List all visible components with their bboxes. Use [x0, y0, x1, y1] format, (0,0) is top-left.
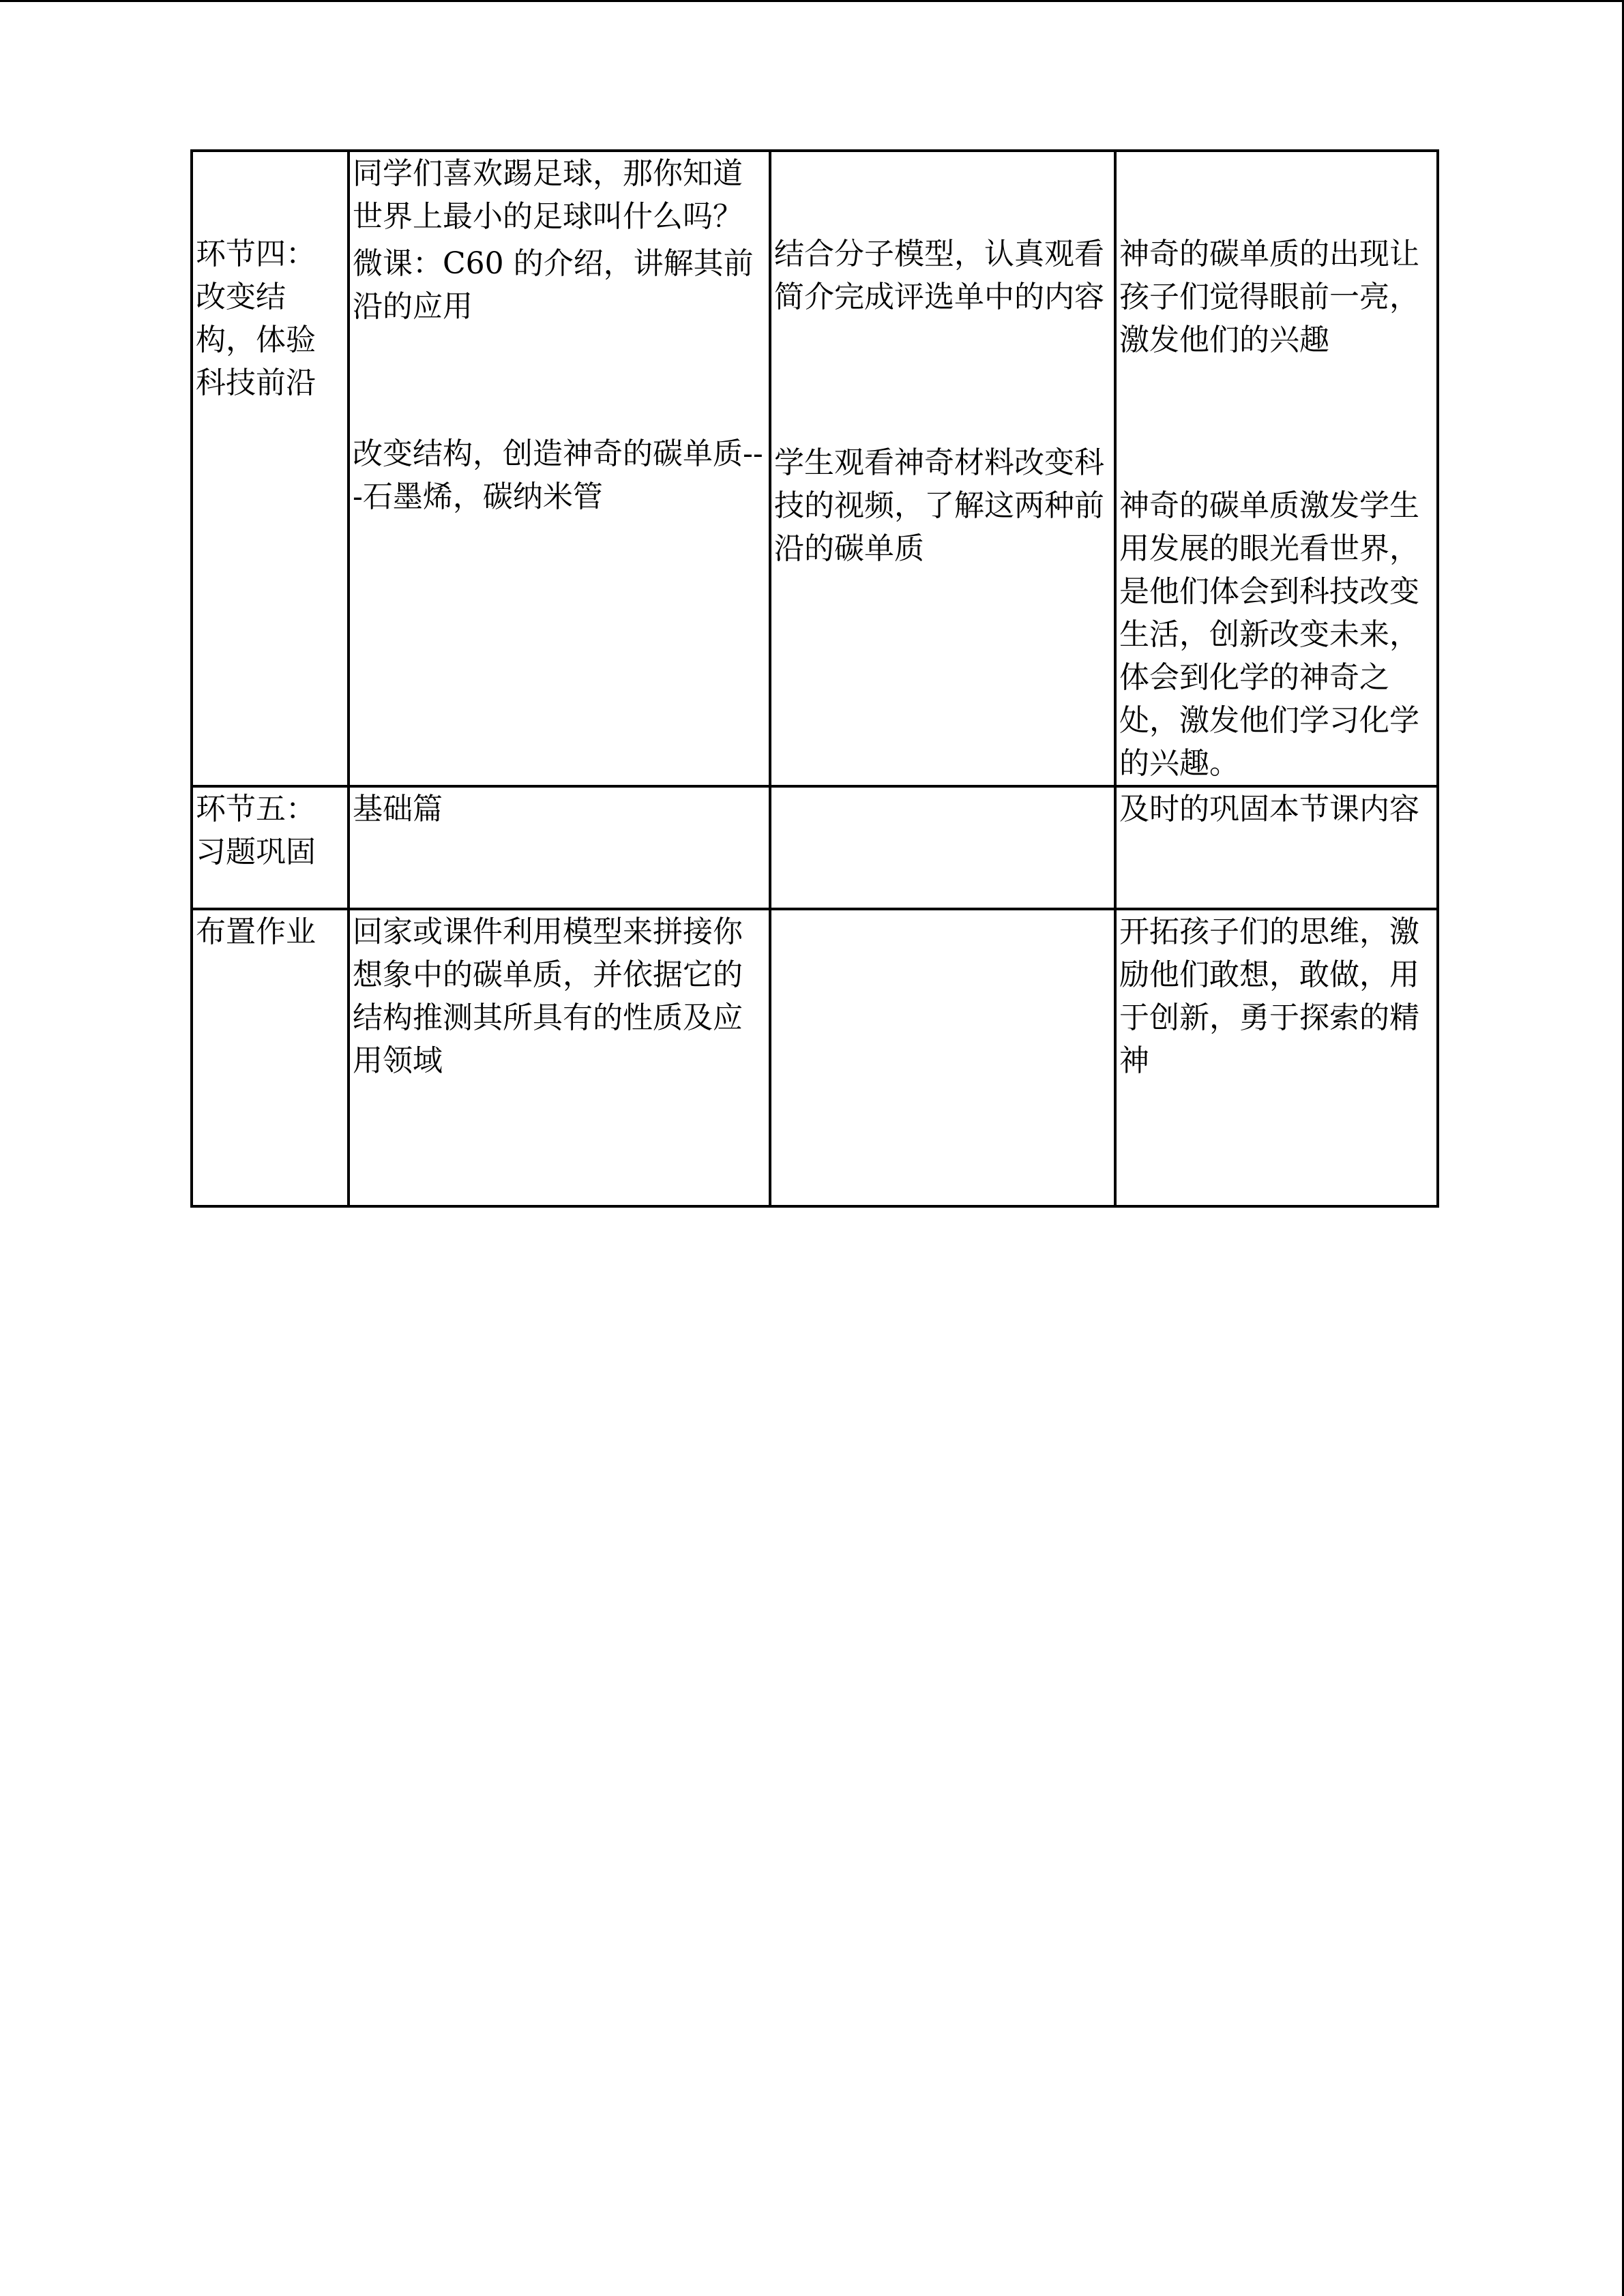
table-row-stage-4 [192, 151, 1438, 786]
design-intent-cell [1115, 151, 1438, 786]
teacher-microlesson: 微课：C60 的介绍，讲解其前沿的应用 [353, 246, 754, 324]
student-activity-cell [770, 909, 1115, 1206]
stage-label: 环节五： 习题巩固 [196, 792, 316, 869]
intent-consolidation: 及时的巩固本节课内容 [1119, 792, 1419, 826]
teacher-basic-exercises: 基础篇 [353, 792, 443, 826]
stage-cell [192, 909, 349, 1206]
stage-cell [192, 786, 349, 909]
teacher-activity-cell [349, 909, 770, 1206]
teacher-question: 同学们喜欢踢足球，那你知道世界上最小的足球叫什么吗？ [353, 156, 743, 234]
stage-label: 环节四： 改变结 构，体验 科技前沿 [196, 237, 316, 400]
intent-creativity: 开拓孩子们的思维，激励他们敢想，敢做，用于创新，勇于探索的精神 [1119, 914, 1419, 1078]
stage-label: 布置作业 [196, 914, 316, 949]
teacher-structure-change: 改变结构，创造神奇的碳单质---石墨烯，碳纳米管 [353, 436, 763, 514]
teacher-activity-cell [349, 151, 770, 786]
teacher-activity-cell [349, 786, 770, 909]
stage-cell [192, 151, 349, 786]
student-activity-cell [770, 786, 1115, 909]
student-activity-cell [770, 151, 1115, 786]
intent-interest: 神奇的碳单质的出现让孩子们觉得眼前一亮，激发他们的兴趣 [1119, 237, 1419, 357]
student-video-activity: 学生观看神奇材料改变科技的视频，了解这两种前沿的碳单质 [774, 445, 1104, 566]
page-border-top [0, 0, 1624, 2]
design-intent-cell [1115, 909, 1438, 1206]
design-intent-cell [1115, 786, 1438, 909]
student-model-activity: 结合分子模型，认真观看简介完成评选单中的内容 [774, 237, 1104, 314]
lesson-plan-table [190, 149, 1439, 1208]
table-row-stage-5 [192, 786, 1438, 909]
intent-innovation: 神奇的碳单质激发学生用发展的眼光看世界，是他们体会到科技改变生活，创新改变未来，体会到化学的神奇之处，激发他们学习化学的兴趣。 [1119, 488, 1419, 781]
table-row-homework [192, 909, 1438, 1206]
homework-task: 回家或课件利用模型来拼接你想象中的碳单质，并依据它的结构推测其所具有的性质及应用领域 [353, 914, 743, 1078]
